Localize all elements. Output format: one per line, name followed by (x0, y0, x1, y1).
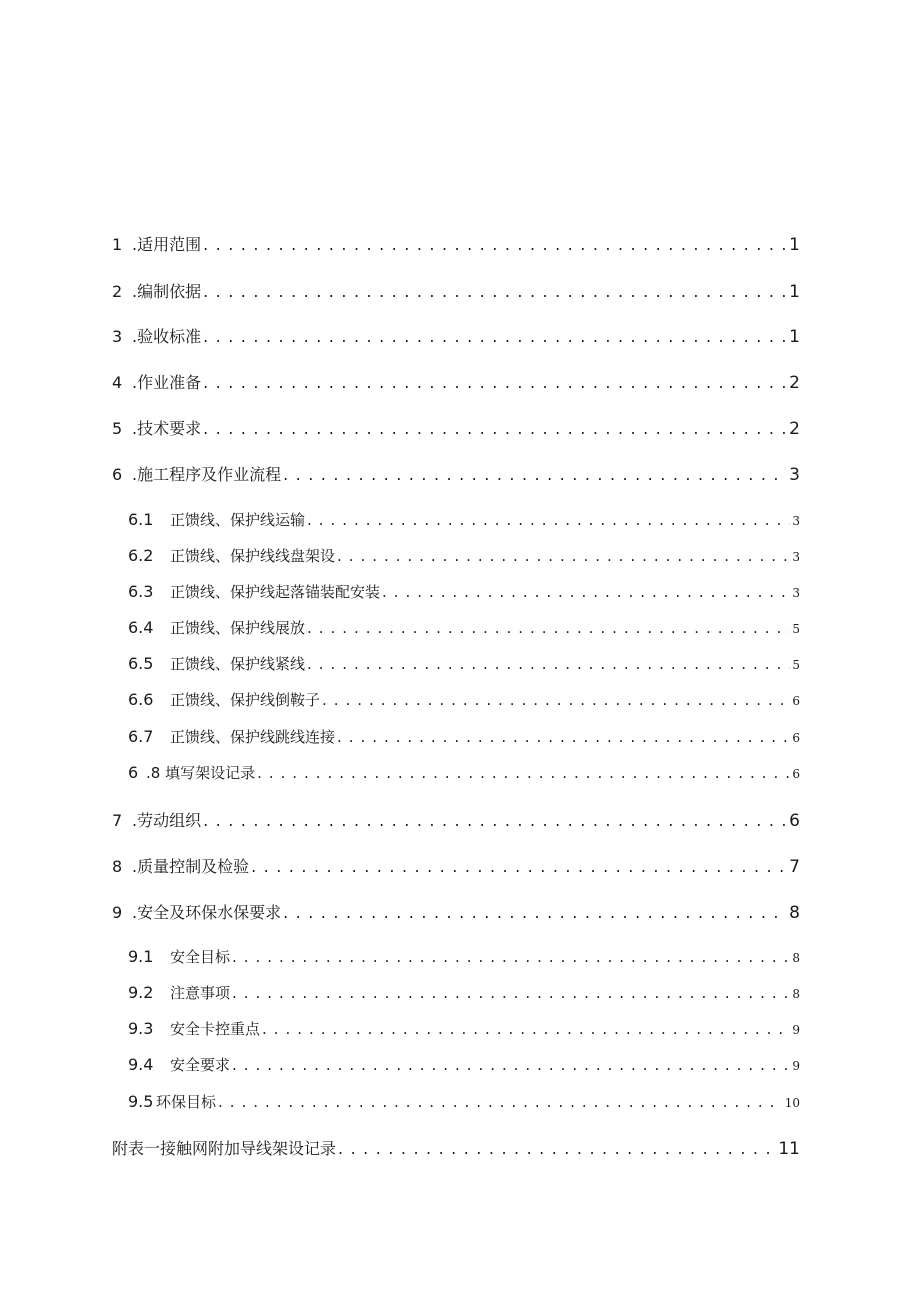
toc-page-number: 1 (789, 235, 800, 255)
dot-leader (307, 619, 790, 637)
toc-entry-6-3[interactable] (128, 581, 800, 602)
dot-leader (203, 235, 787, 254)
dot-leader (382, 583, 790, 601)
toc-title: .技术要求 (132, 419, 202, 438)
toc-title: .验收标准 (132, 327, 202, 346)
toc-title: 环保目标 (156, 1093, 217, 1111)
toc-entry-9-4[interactable] (128, 1054, 800, 1075)
toc-entry-9-5[interactable] (128, 1091, 800, 1112)
dot-leader (262, 1020, 790, 1038)
toc-entry-6-7[interactable] (128, 726, 800, 747)
toc-title: .适用范围 (132, 235, 202, 254)
toc-number: 9 (112, 903, 123, 922)
toc-page-number: 3 (792, 550, 800, 564)
toc-title: .作业准备 (132, 373, 202, 392)
toc-number: 8 (112, 857, 123, 876)
toc-page-number: 8 (789, 903, 800, 923)
dot-leader (283, 465, 787, 484)
dot-leader (251, 857, 787, 876)
dot-leader (232, 1056, 790, 1074)
toc-entry-6-2[interactable] (128, 545, 800, 566)
toc-title: 正馈线、保护线倒鞍子 (170, 691, 321, 709)
dot-leader (283, 903, 787, 922)
toc-title: 正馈线、保护线线盘架设 (170, 547, 336, 565)
dot-leader (232, 984, 790, 1002)
dot-leader (203, 419, 787, 438)
toc-number: 6.6 (128, 690, 154, 709)
dot-leader (232, 948, 790, 966)
toc-entry-9-2[interactable] (128, 982, 800, 1003)
toc-entry-appendix[interactable] (112, 1136, 800, 1159)
toc-entry-9-1[interactable] (128, 946, 800, 967)
dot-leader (322, 691, 790, 709)
toc-entry-9-3[interactable] (128, 1018, 800, 1039)
toc-entry-7[interactable] (112, 808, 800, 831)
toc-number: 6 (112, 465, 123, 484)
toc-entry-6-8[interactable] (128, 762, 800, 783)
toc-page-number: 10 (784, 1096, 800, 1110)
toc-number: 9.2 (128, 983, 154, 1002)
toc-title: 正馈线、保护线紧线 (170, 655, 306, 673)
toc-entry-6-5[interactable] (128, 653, 800, 674)
toc-number: 7 (112, 811, 123, 830)
toc-number: 9.1 (128, 947, 154, 966)
toc-entry-4[interactable] (112, 370, 800, 393)
toc-title: .安全及环保水保要求 (132, 903, 282, 922)
dot-leader (203, 373, 787, 392)
toc-number: 9.3 (128, 1019, 154, 1038)
toc-page-number: 8 (792, 951, 800, 965)
toc-number: 6 (128, 763, 139, 782)
toc-entry-6[interactable] (112, 462, 800, 485)
toc-entry-2[interactable] (112, 279, 800, 302)
toc-page-number: 1 (789, 282, 800, 302)
toc-page-number: 6 (792, 731, 800, 745)
toc-entry-6-1[interactable] (128, 509, 800, 530)
toc-number: 6.4 (128, 618, 154, 637)
toc-page-number: 3 (792, 586, 800, 600)
toc-number: 5 (112, 419, 123, 438)
toc-title: 正馈线、保护线跳线连接 (170, 728, 336, 746)
toc-number: 6.7 (128, 727, 154, 746)
toc-title: .编制依据 (132, 282, 202, 301)
toc-page-number: 7 (789, 857, 800, 877)
toc-number: 9.5 (128, 1092, 154, 1111)
toc-entry-5[interactable] (112, 416, 800, 439)
toc-entry-9[interactable] (112, 900, 800, 923)
toc-entry-6-4[interactable] (128, 617, 800, 638)
toc-number: 2 (112, 282, 123, 301)
toc-page-number: 6 (789, 811, 800, 831)
toc-title: .施工程序及作业流程 (132, 465, 282, 484)
toc-number: 3 (112, 327, 123, 346)
toc-page-number: 6 (792, 694, 800, 708)
toc-number: 6.3 (128, 582, 154, 601)
toc-number: 6.5 (128, 654, 154, 673)
toc-page-number: 2 (789, 373, 800, 393)
toc-number: 9.4 (128, 1055, 154, 1074)
toc-page-number: 5 (792, 658, 800, 672)
dot-leader (203, 327, 787, 346)
dot-leader (203, 282, 787, 301)
dot-leader (337, 728, 790, 746)
toc-page-number: 11 (778, 1139, 800, 1159)
toc-number: 4 (112, 373, 123, 392)
dot-leader (307, 511, 790, 529)
toc-title: 正馈线、保护线运输 (170, 511, 306, 529)
toc-page-number: 9 (792, 1023, 800, 1037)
dot-leader (257, 764, 790, 782)
toc-title: 注意事项 (170, 984, 231, 1002)
toc-title: 附表一接触网附加导线架设记录 (112, 1139, 337, 1158)
dot-leader (338, 1139, 776, 1158)
toc-number: 6.1 (128, 510, 154, 529)
toc-page-number: 3 (789, 465, 800, 485)
toc-title: 安全卡控重点 (170, 1020, 261, 1038)
toc-page-number: 2 (789, 419, 800, 439)
toc-entry-3[interactable] (112, 324, 800, 347)
toc-number: 1 (112, 235, 123, 254)
toc-page-number: 3 (792, 514, 800, 528)
dot-leader (337, 547, 790, 565)
toc-entry-8[interactable] (112, 854, 800, 877)
dot-leader (203, 811, 787, 830)
toc-page-number: 5 (792, 622, 800, 636)
toc-entry-1[interactable] (112, 232, 800, 255)
toc-title: .8 填写架设记录 (146, 764, 256, 782)
dot-leader (218, 1093, 783, 1111)
toc-page-number: 1 (789, 327, 800, 347)
toc-page-number: 6 (792, 767, 800, 781)
dot-leader (307, 655, 790, 673)
toc-title: 正馈线、保护线起落锚装配安装 (170, 583, 381, 601)
toc-title: .质量控制及检验 (132, 857, 250, 876)
toc-title: 正馈线、保护线展放 (170, 619, 306, 637)
toc-number: 6.2 (128, 546, 154, 565)
toc-page-number: 9 (792, 1059, 800, 1073)
toc-page-number: 8 (792, 987, 800, 1001)
toc-title: .劳动组织 (132, 811, 202, 830)
toc-title: 安全要求 (170, 1056, 231, 1074)
toc-entry-6-6[interactable] (128, 689, 800, 710)
toc-title: 安全目标 (170, 948, 231, 966)
